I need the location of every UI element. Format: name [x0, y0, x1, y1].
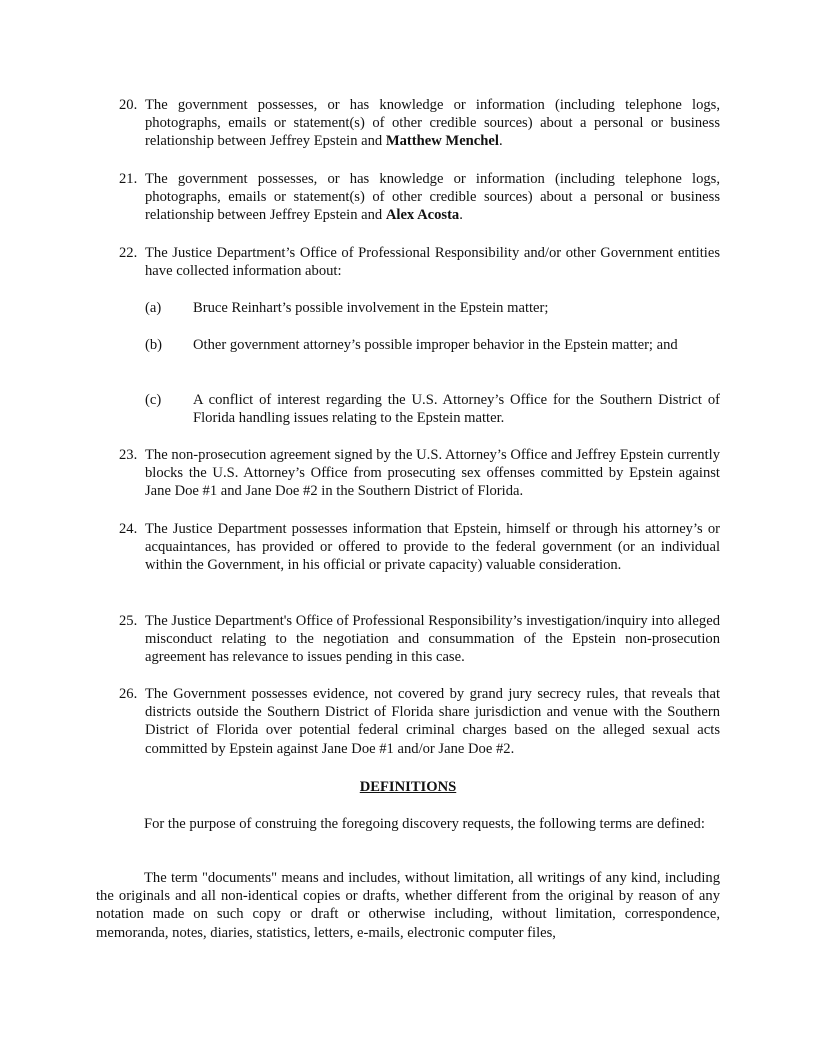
- item-text: The government possesses, or has knowledge or information (including telephone logs, photographs, emails or statement(s) of other credible sources) about a personal or business relationship between Jeffrey Epstein and Alex Acosta.: [145, 171, 720, 224]
- item-text: The Justice Department's Office of Professional Responsibility’s investigation/inquiry into alleged misconduct relating to the negotiation and consummation of the Epstein non-prosecution agreement has relevance to issues pending in this case.: [145, 613, 720, 666]
- item-number: 22.: [119, 245, 138, 261]
- item-number: 24.: [119, 521, 138, 537]
- item-number: 23.: [119, 447, 138, 463]
- item-text: The Government possesses evidence, not covered by grand jury secrecy rules, that reveals that districts outside the Southern District of Florida share jurisdiction and venue with the Southern District of Florida over potential federal criminal charges based on the alleged sexual acts committed by Epstein against Jane Doe #1 and/or Jane Doe #2.: [145, 686, 720, 757]
- item-number: 26.: [119, 686, 138, 702]
- list-item-20: [119, 96, 720, 151]
- sub-item-text: Bruce Reinhart’s possible involvement in the Epstein matter;: [193, 300, 549, 316]
- list-item-25: [119, 612, 720, 667]
- sub-item-text: Other government attorney’s possible improper behavior in the Epstein matter; and: [193, 337, 678, 353]
- sub-item-label: (b): [145, 337, 163, 353]
- sub-item-c: [145, 391, 720, 427]
- definitions-intro-paragraph: For the purpose of construing the foregoing discovery requests, the following terms are defined:: [144, 816, 705, 832]
- documents-definition-paragraph: The term "documents" means and includes, without limitation, all writings of any kind, including the originals and all non-identical copies or drafts, whether different from the original by reason of any notation made on such copy or draft or otherwise including, without limitation, correspondence, memoranda, notes, diaries, statistics, letters, e-mails, electronic computer files,: [96, 870, 720, 941]
- sub-item-text: A conflict of interest regarding the U.S. Attorney’s Office for the Southern District of Florida handling issues relating to the Epstein matter.: [193, 392, 720, 427]
- sub-item-label: (c): [145, 392, 162, 408]
- bold-name: Matthew Menchel: [385, 133, 499, 150]
- definitions-heading: DEFINITIONS: [359, 779, 457, 795]
- item-text: The Justice Department possesses information that Epstein, himself or through his attorney’s or acquaintances, has provided or offered to provide to the federal government (or an individual within the Government, in his official or private capacity) valuable consideration.: [145, 521, 720, 574]
- item-number: 21.: [119, 171, 138, 187]
- list-item-23: [119, 446, 720, 501]
- list-item-21: [119, 170, 720, 225]
- list-item-24: [119, 520, 720, 575]
- sub-item-a: [145, 299, 720, 317]
- item-text: The non-prosecution agreement signed by the U.S. Attorney’s Office and Jeffrey Epstein currently blocks the U.S. Attorney’s Office from prosecuting sex offenses committed by Epstein against Jane Doe #1 and Jane Doe #2 in the Southern District of Florida.: [145, 447, 720, 500]
- sub-item-b: [145, 336, 720, 354]
- item-text: The Justice Department’s Office of Professional Responsibility and/or other Government entities have collected information about:: [145, 245, 720, 280]
- list-item-22: [119, 244, 720, 280]
- item-number: 25.: [119, 613, 138, 629]
- sub-item-label: (a): [145, 300, 162, 316]
- item-number: 20.: [119, 97, 138, 113]
- item-text: The government possesses, or has knowledge or information (including telephone logs, photographs, emails or statement(s) of other credible sources) about a personal or business relationship between Jeffrey Epstein and Matthew Menchel.: [145, 97, 720, 150]
- bold-name: Alex Acosta: [385, 207, 460, 224]
- list-item-26: [119, 685, 720, 758]
